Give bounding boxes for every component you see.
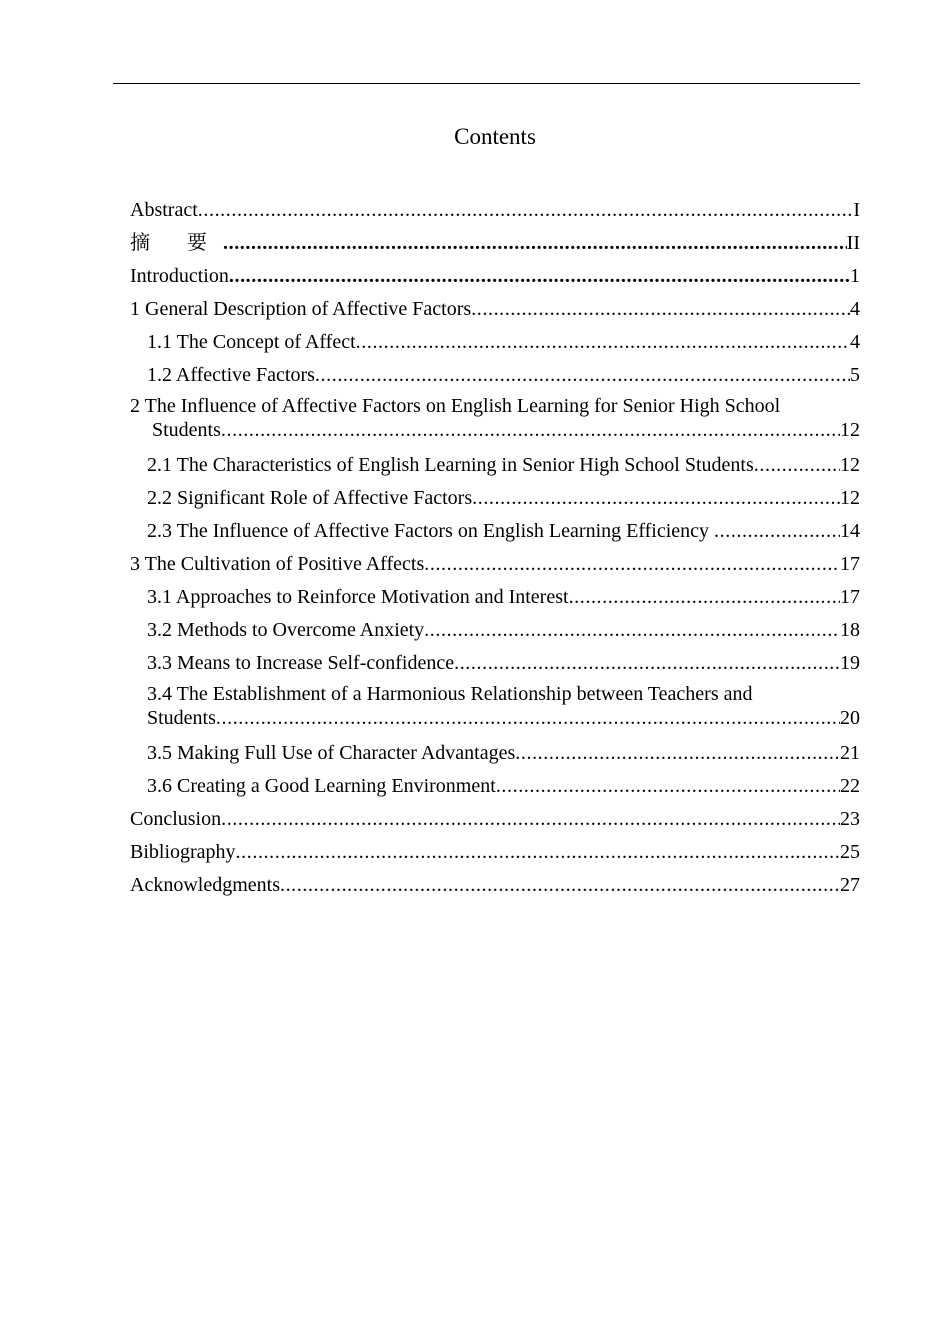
toc-page-number: 25 [840, 841, 860, 863]
dot-leader [198, 196, 854, 224]
dot-leader [454, 649, 840, 677]
toc-label-continued: Students [147, 707, 216, 729]
dot-leader [280, 871, 840, 899]
dot-leader [471, 295, 850, 323]
toc-entry-acknowledgments[interactable] [130, 871, 860, 904]
toc-label: 3.1 Approaches to Reinforce Motivation and Interest [147, 586, 569, 608]
page-title: Contents [454, 124, 536, 149]
dot-leader [569, 583, 840, 611]
toc-page-number: 27 [840, 874, 860, 896]
toc-page-number: 17 [840, 586, 860, 608]
toc-page-number: 17 [840, 553, 860, 575]
toc-entry-section-3-1[interactable] [130, 583, 860, 616]
toc-page-number: 19 [840, 652, 860, 674]
toc-page-number: 12 [840, 487, 860, 509]
toc-label: 1.1 The Concept of Affect [147, 331, 356, 353]
toc-label: 2 The Influence of Affective Factors on English Learning for Senior High School [130, 395, 781, 417]
toc-page-number: 23 [840, 808, 860, 830]
toc-entry-section-2-2[interactable] [130, 484, 860, 517]
toc-label: Acknowledgments [130, 874, 280, 896]
toc-label: 2.2 Significant Role of Affective Factors [147, 487, 473, 509]
dot-leader [229, 262, 850, 290]
toc-entry-chapter-2[interactable] [130, 394, 860, 451]
toc-entry-conclusion[interactable] [130, 805, 860, 838]
toc-entry-section-1-2[interactable] [130, 361, 860, 394]
toc-page-number: II [846, 232, 860, 254]
toc-entry-abstract[interactable] [130, 196, 860, 229]
toc-page-number: 20 [840, 707, 860, 729]
dot-leader [223, 229, 847, 257]
dot-leader [754, 451, 840, 479]
dot-leader [424, 550, 840, 578]
toc-page-number: 14 [840, 520, 860, 542]
dot-leader [714, 517, 840, 545]
toc-page-number: 12 [840, 454, 860, 476]
dot-leader [236, 838, 840, 866]
dot-leader [221, 805, 840, 833]
toc-label: 3.2 Methods to Overcome Anxiety [147, 619, 425, 641]
toc-page-number: 4 [850, 298, 860, 320]
dot-leader [315, 361, 850, 389]
toc-entry-section-2-3[interactable] [130, 517, 860, 550]
toc-label: 1.2 Affective Factors [147, 364, 315, 386]
toc-page-number: 18 [840, 619, 860, 641]
toc-entry-bibliography[interactable] [130, 838, 860, 871]
table-of-contents [130, 196, 860, 904]
header-rule [113, 83, 860, 84]
toc-page-number: 21 [840, 742, 860, 764]
toc-entry-chapter-3[interactable] [130, 550, 860, 583]
toc-entry-section-1-1[interactable] [130, 328, 860, 361]
toc-page-number: 12 [840, 419, 860, 441]
dot-leader [496, 772, 840, 800]
toc-label: 3.3 Means to Increase Self-confidence [147, 652, 455, 674]
toc-page-number: 1 [850, 265, 860, 287]
toc-label: 3.5 Making Full Use of Character Advantages [147, 742, 516, 764]
toc-label: 2.3 The Influence of Affective Factors on English Learning Efficiency [147, 520, 715, 542]
dot-leader [424, 616, 840, 644]
toc-entry-section-3-3[interactable] [130, 649, 860, 682]
toc-entry-chapter-1[interactable] [130, 295, 860, 328]
toc-label: Conclusion [130, 808, 222, 830]
toc-entry-section-3-5[interactable] [130, 739, 860, 772]
dot-leader [216, 706, 840, 730]
toc-label: 3.6 Creating a Good Learning Environment [147, 775, 496, 797]
toc-label: 1 General Description of Affective Factors [130, 298, 472, 320]
toc-page-number: 22 [840, 775, 860, 797]
toc-entry-section-3-6[interactable] [130, 772, 860, 805]
toc-page-number: 4 [850, 331, 860, 353]
toc-label: Bibliography [130, 841, 236, 863]
dot-leader [515, 739, 840, 767]
toc-entry-introduction[interactable] [130, 262, 860, 295]
toc-label-continued: Students [152, 419, 221, 441]
toc-label: 3 The Cultivation of Positive Affects [130, 553, 425, 575]
toc-page-number: 5 [850, 364, 860, 386]
toc-entry-section-2-1[interactable] [130, 451, 860, 484]
dot-leader [356, 328, 850, 356]
dot-leader [221, 418, 840, 442]
toc-label: 摘 要 [130, 232, 223, 254]
toc-entry-chinese-abstract[interactable] [130, 229, 860, 262]
toc-entry-section-3-2[interactable] [130, 616, 860, 649]
toc-page-number: I [853, 199, 860, 221]
dot-leader [472, 484, 840, 512]
toc-label: 3.4 The Establishment of a Harmonious Relationship between Teachers and [147, 683, 753, 705]
toc-label: 2.1 The Characteristics of English Learning in Senior High School Students [147, 454, 754, 476]
toc-label: Introduction [130, 265, 229, 287]
toc-label: Abstract [130, 199, 198, 221]
toc-entry-section-3-4[interactable] [130, 682, 860, 739]
